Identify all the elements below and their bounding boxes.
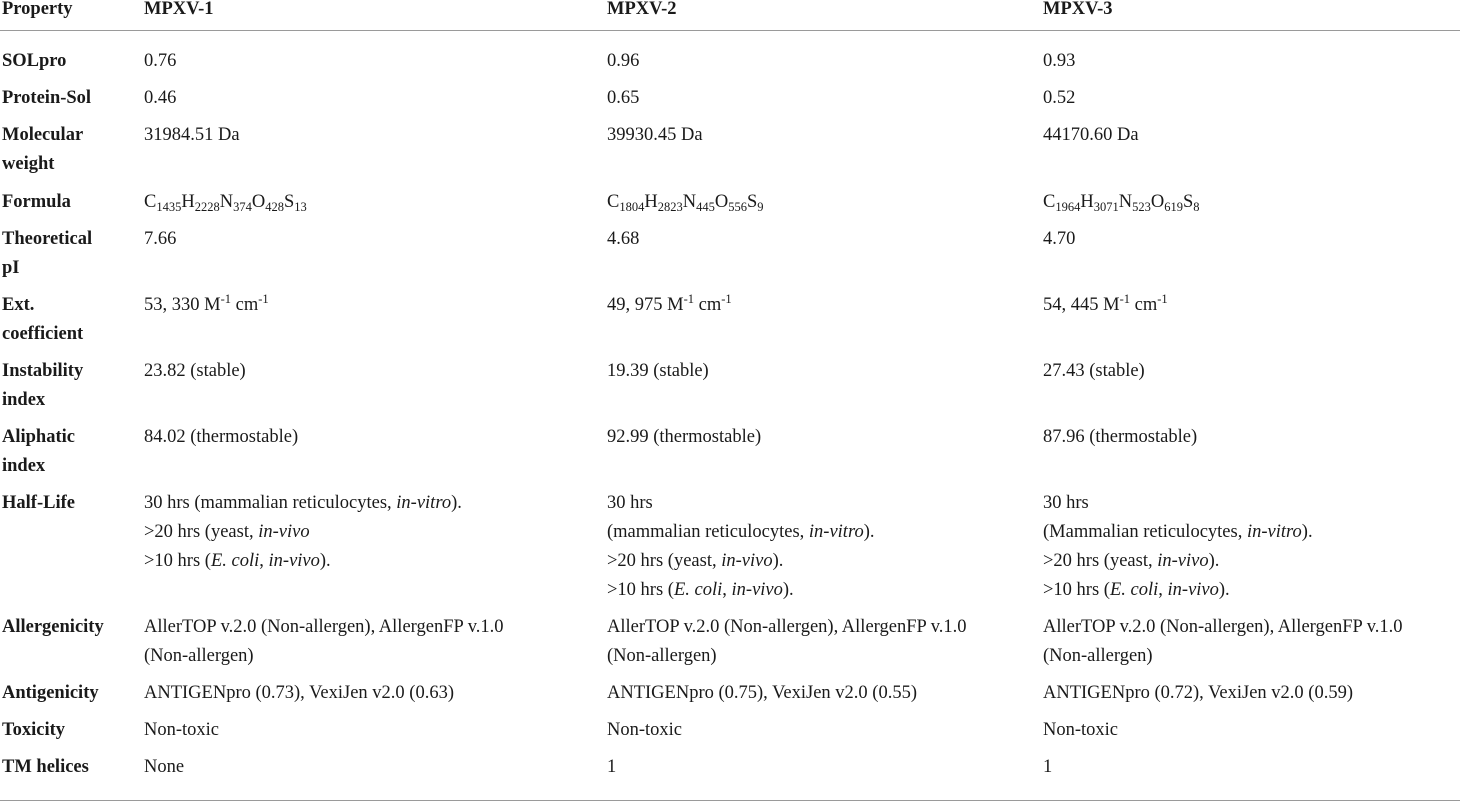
- cell-aliphatic-3: 87.96 (thermostable): [1043, 427, 1198, 447]
- cell-half-life-3: 30 hrs (Mammalian reticulocytes, in-vitro). >20 hrs (yeast, in-vivo). >10 hrs (E. coli, in-vivo).: [1043, 493, 1313, 600]
- cell-toxicity-3: Non-toxic: [1043, 720, 1119, 740]
- label-line-1: Ext.: [2, 295, 35, 315]
- cell-formula-1: $C_{1435}H_{2228}N_{374}O_{428}S_{13}$: [144, 192, 307, 214]
- row-label-instability-index: [2, 357, 83, 415]
- label-line-2: index: [2, 390, 46, 410]
- cell-half-life-2: 30 hrs (mammalian reticulocytes, in-vitro). >20 hrs (yeast, in-vivo). >10 hrs (E. coli, in-vivo).: [607, 493, 875, 600]
- row-label-aliphatic-index: [2, 423, 75, 481]
- label-line-2: index: [2, 456, 46, 476]
- label-line-1: Theoretical: [2, 229, 93, 249]
- row-label-ext-coefficient: [2, 291, 83, 349]
- row-label-half-life: Half-Life: [2, 493, 75, 513]
- cell-antigenicity-3: ANTIGENpro (0.72), VexiJen v2.0 (0.59): [1043, 683, 1353, 703]
- row-label-antigenicity: Antigenicity: [2, 683, 99, 703]
- cell-solpro-1: 0.76: [144, 51, 177, 71]
- row-label-formula: Formula: [2, 192, 71, 212]
- cell-protein-sol-2: 0.65: [607, 88, 640, 108]
- cell-antigenicity-2: ANTIGENpro (0.75), VexiJen v2.0 (0.55): [607, 683, 917, 703]
- cell-mw-3: 44170.60 Da: [1043, 125, 1139, 145]
- cell-allergenicity-1: AllerTOP v.2.0 (Non-allergen), AllergenFP v.1.0 (Non-allergen): [144, 617, 504, 666]
- label-line-1: Instability: [2, 361, 84, 381]
- cell-formula-2: $C_{1804}H_{2823}N_{445}O_{556}S_9$: [607, 192, 764, 214]
- cell-aliphatic-2: 92.99 (thermostable): [607, 427, 762, 447]
- cell-protein-sol-3: 0.52: [1043, 88, 1076, 108]
- label-line-2: pI: [2, 258, 20, 278]
- cell-toxicity-1: Non-toxic: [144, 720, 220, 740]
- cell-tm-1: None: [144, 757, 185, 777]
- label-line-2: weight: [2, 154, 55, 174]
- header-mpxv-1: MPXV-1: [144, 0, 214, 19]
- cell-mw-1: 31984.51 Da: [144, 125, 240, 145]
- row-label-molecular-weight: [2, 121, 83, 179]
- cell-tm-3: 1: [1043, 757, 1053, 777]
- label-line-1: Aliphatic: [2, 427, 75, 447]
- cell-instability-2: 19.39 (stable): [607, 361, 709, 381]
- cell-pi-3: 4.70: [1043, 229, 1076, 249]
- header-mpxv-3: MPXV-3: [1043, 0, 1113, 19]
- cell-tm-2: 1: [607, 757, 617, 777]
- header-property: Property: [2, 0, 73, 19]
- row-label-protein-sol: Protein-Sol: [2, 88, 92, 108]
- label-line-1: Molecular: [2, 125, 84, 145]
- cell-pi-2: 4.68: [607, 229, 640, 249]
- row-label-allergenicity: Allergenicity: [2, 617, 104, 637]
- cell-allergenicity-2: AllerTOP v.2.0 (Non-allergen), AllergenFP v.1.0 (Non-allergen): [607, 617, 967, 666]
- cell-allergenicity-3: AllerTOP v.2.0 (Non-allergen), AllergenFP v.1.0 (Non-allergen): [1043, 617, 1403, 666]
- cell-ext-1: 53, 330 $M^{-1}$ $cm^{-1}$: [144, 292, 269, 315]
- cell-antigenicity-1: ANTIGENpro (0.73), VexiJen v2.0 (0.63): [144, 683, 454, 703]
- cell-instability-3: 27.43 (stable): [1043, 361, 1145, 381]
- cell-solpro-2: 0.96: [607, 51, 640, 71]
- cell-toxicity-2: Non-toxic: [607, 720, 683, 740]
- cell-formula-3: $C_{1964}H_{3071}N_{523}O_{619}S_8$: [1043, 192, 1200, 214]
- header-mpxv-2: MPXV-2: [607, 0, 677, 19]
- header-rule: [0, 30, 1460, 31]
- row-label-toxicity: Toxicity: [2, 720, 66, 740]
- bottom-rule: [0, 800, 1460, 801]
- cell-mw-2: 39930.45 Da: [607, 125, 703, 145]
- cell-solpro-3: 0.93: [1043, 51, 1076, 71]
- cell-instability-1: 23.82 (stable): [144, 361, 246, 381]
- cell-aliphatic-1: 84.02 (thermostable): [144, 427, 299, 447]
- row-label-tm-helices: TM helices: [2, 757, 89, 777]
- label-line-2: coefficient: [2, 324, 84, 344]
- cell-half-life-1: 30 hrs (mammalian reticulocytes, in-vitro). >20 hrs (yeast, in-vivo >10 hrs (E. coli, in-vivo).: [144, 493, 462, 571]
- row-label-theoretical-pi: [2, 225, 92, 283]
- cell-pi-1: 7.66: [144, 229, 177, 249]
- row-label-solpro: SOLpro: [2, 51, 67, 71]
- cell-protein-sol-1: 0.46: [144, 88, 177, 108]
- cell-ext-3: 54, 445 $M^{-1}$ $cm^{-1}$: [1043, 292, 1168, 315]
- cell-ext-2: 49, 975 $M^{-1}$ $cm^{-1}$: [607, 292, 732, 315]
